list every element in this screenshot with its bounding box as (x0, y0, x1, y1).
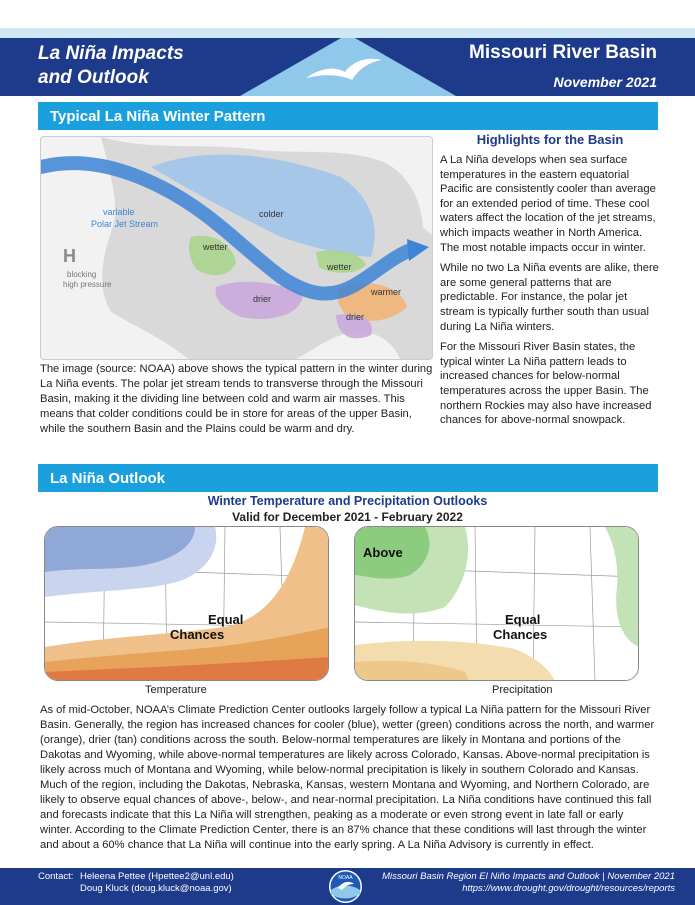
section-title-outlook: La Niña Outlook (38, 464, 658, 492)
header-title-line2: and Outlook (38, 67, 149, 88)
footer-publication-block (382, 871, 675, 895)
section-title-pattern: Typical La Niña Winter Pattern (38, 102, 658, 130)
jet-label-line2: Polar Jet Stream (91, 219, 159, 229)
highlights-paragraph: For the Missouri River Basin states, the typical winter La Niña pattern leads to increased chances for below-normal temperatures across the upper Basin. The northern Rockies may also have increased chances for above-normal snowpack. (440, 341, 652, 427)
contact-1: Heleena Pettee (Hpettee2@unl.edu) (80, 871, 234, 882)
wetter-east-label: wetter (327, 262, 352, 272)
footer-publication: Missouri Basin Region El Niño Impacts and Outlook | November 2021 (382, 871, 675, 882)
header-region: Missouri River Basin (469, 42, 657, 63)
noaa-logo-text: NOAA (338, 875, 353, 881)
highlights-paragraph: While no two La Niña events are alike, there are some general patterns that are predictable. For instance, the polar jet stream is typically further south than usual during La Niña winters. (440, 262, 659, 333)
page-header (0, 38, 695, 96)
highlights-paragraph: A La Niña develops when sea surface temperatures in the eastern equatorial Pacific are consistently cooler than average for an extended period of time. These cool waters affect the location of the jet streams, which impacts weather in North America. The most notable impacts occur in winter. (440, 154, 656, 254)
temperature-map-caption: Temperature (145, 684, 207, 696)
temp-equal-label-line2: Chances (170, 627, 225, 642)
high-label-line2: high pressure (63, 280, 112, 289)
precip-equal-label-line1: Equal (505, 612, 541, 627)
high-label-line1: blocking (67, 270, 97, 279)
footer-url[interactable]: https://www.drought.gov/drought/resources/reports (462, 883, 675, 894)
colder-label: colder (259, 209, 284, 219)
highlights-title: Highlights for the Basin (476, 132, 624, 147)
high-pressure-symbol: H (63, 246, 76, 266)
outlook-chart-title: Winter Temperature and Precipitation Outlooks (207, 494, 488, 508)
la-nina-pattern-map (40, 136, 433, 360)
contacts-label: Contact: (38, 871, 74, 882)
contact-2: Doug Kluck (doug.kluck@noaa.gov) (80, 883, 232, 894)
pattern-map-caption: The image (source: NOAA) above shows the typical pattern in the winter during La Niña events. The polar jet stream tends to transverse through the Missouri Basin, making it the dividing line between cold and warm air masses. This means that colder conditions could be in store for areas of the upper Basin, while the southern Basin and the Plains could be warm and dry. (40, 363, 433, 435)
temp-equal-label-line1: Equal (208, 612, 244, 627)
page-footer (0, 868, 695, 905)
contacts-block (38, 871, 234, 895)
highlights-body (440, 153, 660, 434)
precipitation-outlook-map (354, 526, 639, 681)
outlook-chart-subtitle: Valid for December 2021 - February 2022 (232, 510, 463, 524)
header-date: November 2021 (553, 74, 657, 90)
outlook-body-text: As of mid-October, NOAA’s Climate Prediction Center outlooks largely follow a typical La Niña pattern for the Missouri River Basin. Generally, the region has increased chances for cooler (blue), wetter (green) conditions across the north, and warmer (orange), drier (tan) conditions across the south. Below-normal temperatures are likely in Montana and portions of the Dakotas and Wyoming, while above-normal temperatures are likely across Colorado, Kansas. Above-normal precipitation is likely across much of Montana and Wyoming, while below-normal precipitation is likely in southern Colorado and Kansas. Much of the region, including the Dakotas, Nebraska, Kansas, western Montana and Wyoming, and Northern Colorado, are likely to observe equal chances of above-, below-, and near-normal precipitation. La Niña conditions have continued this fall and forecasts indicate that this La Niña will strengthen, peaking as a moderate or even strong event in late fall or early winter. According to the Climate Prediction Center, there is an 87% chance that these conditions will last through the winter and about a 60% chance that La Niña will continue into the early spring. A La Niña Advisory is currently in effect. (40, 704, 655, 851)
jet-label-line1: variable (103, 207, 135, 217)
precipitation-map-caption: Precipitation (492, 684, 553, 696)
temperature-outlook-map (44, 526, 329, 681)
wetter-west-label: wetter (203, 242, 228, 252)
precip-equal-label-line2: Chances (493, 627, 548, 642)
noaa-logo-icon (329, 870, 362, 903)
header-title-line1: La Niña Impacts (38, 43, 184, 64)
warmer-label: warmer (371, 287, 402, 297)
precip-above-label: Above (363, 545, 403, 560)
drier-west-label: drier (253, 294, 272, 304)
top-accent-band (0, 28, 695, 38)
drier-east-label: drier (346, 312, 365, 322)
